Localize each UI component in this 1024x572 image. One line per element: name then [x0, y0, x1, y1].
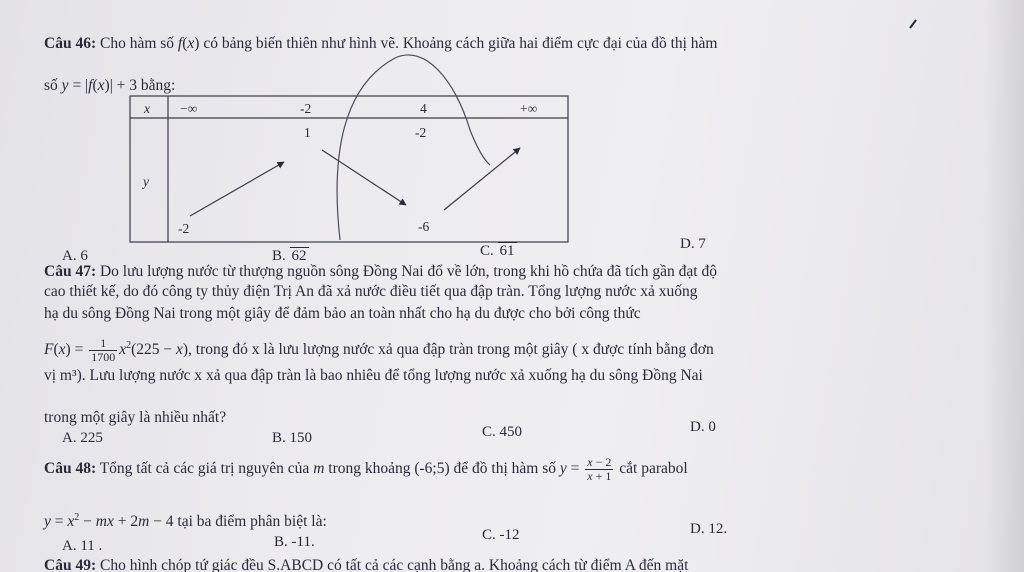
q47-formula: F(x) = $\frac{1}{1700}$ $x^2(225 - x)$	[44, 336, 189, 365]
q46-option-d[interactable]: D. 7	[680, 236, 706, 252]
x-value-pos-inf: +∞	[520, 101, 538, 116]
y-value-left-low: -2	[178, 221, 190, 236]
q48-text-1: Tổng tất cả các giá trị nguyên của m trong khoảng (-6;5) để đồ thị hàm số y = $\frac{x - 2}{x + 1}$ cắt parabol	[99, 455, 688, 483]
arrow-decreasing	[322, 150, 406, 205]
q47-label: Câu 47:	[44, 263, 97, 280]
y-header: y	[143, 174, 149, 189]
q48-option-c[interactable]: C. -12	[482, 527, 520, 543]
q46-text-1: Cho hàm số f(x) có bảng biến thiên như hình vẽ. Khoảng cách giữa hai điểm cực đại của đồ thị hàm	[99, 35, 718, 52]
q46-label: Câu 46:	[44, 35, 97, 52]
y-value-max: 1	[304, 125, 311, 140]
q46-option-a[interactable]: A. 6	[62, 248, 88, 264]
q47-line-2: cao thiết kế, do đó công ty thủy điện Trị An đã xả nước điều tiết qua đập tràn. Tổng lượng nước xả xuống	[44, 283, 698, 300]
q48-option-a[interactable]: A. 11 .	[62, 538, 103, 554]
pen-mark	[910, 20, 916, 28]
x-value-neg-inf: −∞	[180, 101, 198, 116]
q47-line-5	[44, 366, 703, 386]
arrow-increasing-1	[190, 162, 284, 216]
q48-line-2	[44, 508, 327, 532]
q46-option-c[interactable]: C. 61	[480, 243, 515, 259]
q47-line-3: hạ du sông Đồng Nai trong một giây để đảm bảo an toàn nhất cho hạ du được cho bởi công thức	[44, 305, 641, 322]
q46-text-2: số y = |f(x)| + 3 bằng:	[44, 77, 176, 94]
x-value-minus-2: -2	[300, 101, 312, 116]
q48-option-b[interactable]: B. -11.	[274, 534, 315, 550]
y-value-mid-low: -2	[415, 125, 427, 140]
arrow-increasing-2	[444, 148, 520, 210]
q49-line-1	[44, 556, 688, 572]
q47-text-4: , trong đó x là lưu lượng nước xả qua đập tràn trong một giây ( x được tính bằng đơn	[188, 341, 714, 359]
q47-option-b[interactable]: B. 150	[272, 430, 313, 446]
q47-option-a[interactable]: A. 225	[62, 430, 103, 446]
q47-option-c[interactable]: C. 450	[482, 424, 523, 440]
q46-option-b[interactable]: B. 62	[272, 248, 307, 264]
x-value-4: 4	[420, 101, 427, 116]
q47-text-5: vị m³). Lưu lượng nước x xả qua đập tràn là bao nhiêu để tổng lượng nước xả xuống hạ du sông Đồng Nai	[44, 367, 703, 384]
q49-text-1: Cho hình chóp tứ giác đều S.ABCD có tất cả các cạnh bằng a. Khoảng cách từ điểm A đến mặt	[99, 557, 689, 572]
q47-line-1	[44, 262, 717, 282]
q48-line-1	[44, 456, 688, 483]
q47-text-1: Do lưu lượng nước từ thượng nguồn sông Đồng Nai đổ về lớn, trong khi hồ chứa đã tích gần đạt độ	[99, 263, 717, 280]
q47-line-4	[44, 336, 714, 364]
q49-label: Câu 49:	[44, 557, 97, 572]
q47-option-d[interactable]: D. 0	[690, 419, 716, 435]
q47-line-6: trong một giây là nhiều nhất?	[44, 409, 227, 426]
q48-option-d[interactable]: D. 12.	[690, 521, 728, 537]
q48-text-2: $y = x^2$ − mx + 2m − 4 tại ba điểm phân biệt là:	[44, 512, 327, 531]
pen-arc	[337, 55, 490, 240]
y-value-min: -6	[418, 219, 430, 234]
x-header: x	[144, 101, 150, 116]
q48-label: Câu 48:	[44, 460, 97, 478]
